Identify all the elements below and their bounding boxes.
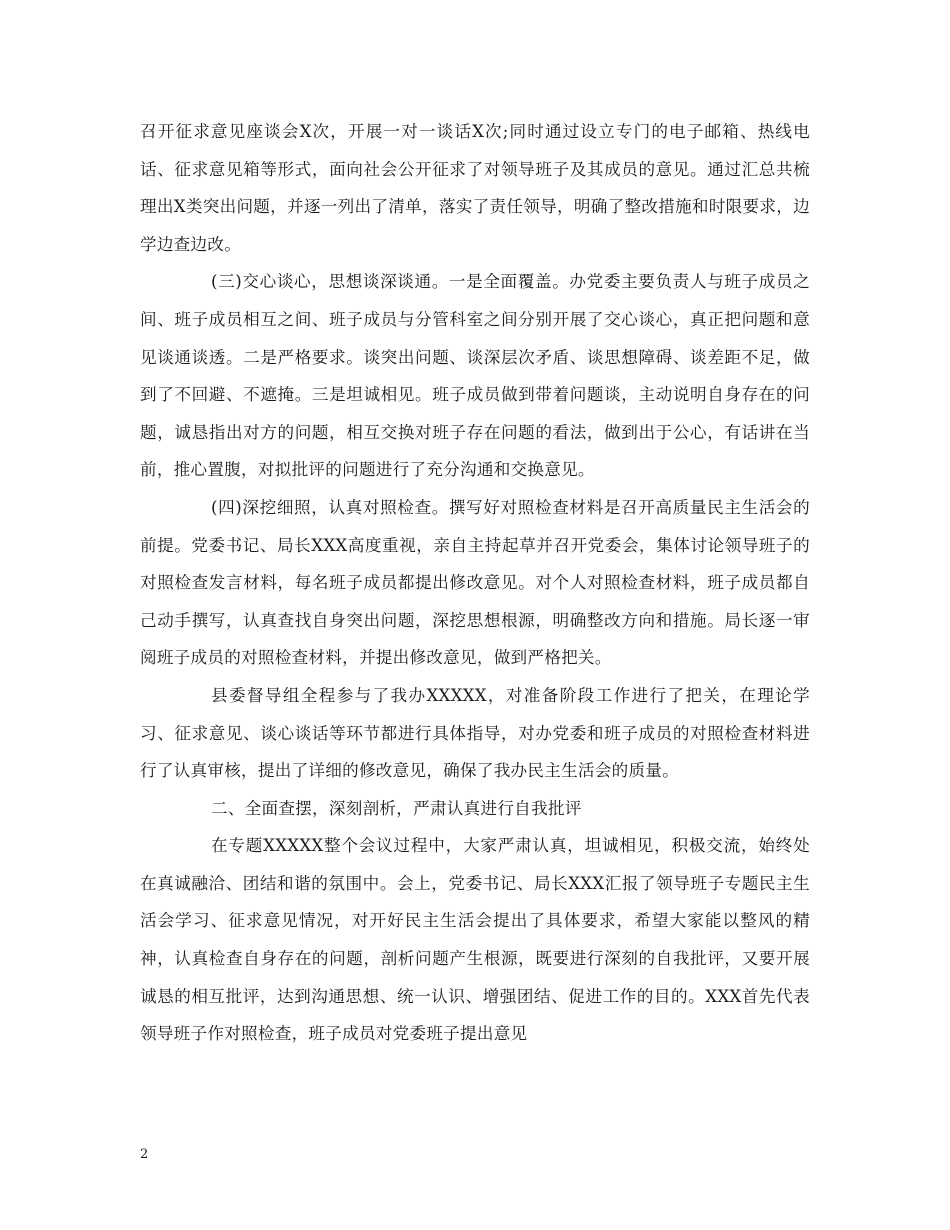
paragraph-1: 召开征求意见座谈会X次，开展一对一谈话X次;同时通过设立专门的电子邮箱、热线电话、征求意见箱等形式，面向社会公开征求了对领导班子及其成员的意见。通过汇总共梳理出X类突出问题，并逐一列出了清单，落实了责任领导，明确了整改措施和时限要求，边学边查边改。 (140, 122, 810, 254)
paragraph-5: 在专题XXXXX整个会议过程中，大家严肃认真，坦诚相见，积极交流，始终处在真诚融洽、团结和谐的氛围中。会上，党委书记、局长XXX汇报了领导班子专题民主生活会学习、征求意见情况，对开好民主生活会提出了具体要求，希望大家能以整风的精神，认真检查自身存在的问题，剖析问题产生根源，既要进行深刻的自我批评，又要开展诚恳的相互批评，达到沟通思想、统一认识、增强团结、促进工作的目的。XXX首先代表领导班子作对照检查，班子成员对党委班子提出意见 (140, 836, 810, 1044)
paragraph-4: 县委督导组全程参与了我办XXXXX，对准备阶段工作进行了把关，在理论学习、征求意见、谈心谈话等环节都进行具体指导，对办党委和班子成员的对照检查材料进行了认真审核，提出了详细的修改意见，确保了我办民主生活会的质量。 (140, 685, 810, 781)
section-heading: 二、全面查摆，深刻剖析，严肃认真进行自我批评 (211, 798, 582, 818)
paragraph-3: (四)深挖细照，认真对照检查。撰写好对照检查材料是召开高质量民主生活会的前提。党委书记、局长XXX高度重视，亲自主持起草并召开党委会，集体讨论领导班子的对照检查发言材料，每名班子成员都提出修改意见。对个人对照检查材料，班子成员都自己动手撰写，认真查找自身突出问题，深挖思想根源，明确整改方向和措施。局长逐一审阅班子成员的对照检查材料，并提出修改意见，做到严格把关。 (140, 497, 810, 668)
page-number: 2 (140, 1147, 149, 1162)
document-body (140, 113, 810, 1053)
paragraph-2: (三)交心谈心，思想谈深谈通。一是全面覆盖。办党委主要负责人与班子成员之间、班子成员相互之间、班子成员与分管科室之间分别开展了交心谈心，真正把问题和意见谈通谈透。二是严格要求。谈突出问题、谈深层次矛盾、谈思想障碍、谈差距不足，做到了不回避、不遮掩。三是坦诚相见。班子成员做到带着问题谈，主动说明自身存在的问题，诚恳指出对方的问题，相互交换对班子存在问题的看法，做到出于公心，有话讲在当前，推心置腹，对拟批评的问题进行了充分沟通和交换意见。 (140, 272, 810, 480)
